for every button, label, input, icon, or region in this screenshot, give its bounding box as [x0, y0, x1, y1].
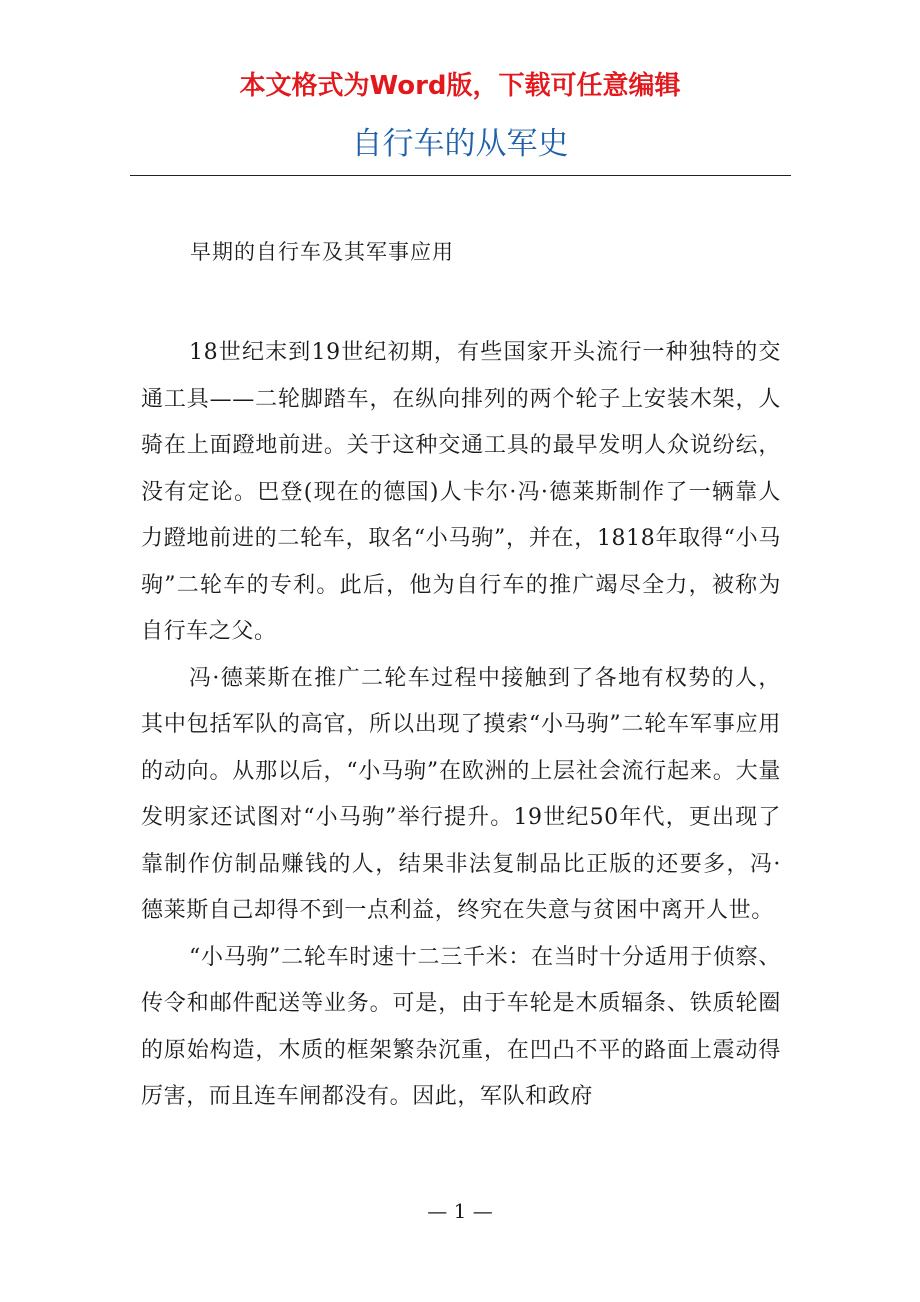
page-number: — 1 —	[427, 1199, 493, 1223]
paragraph-3: “小马驹”二轮车时速十二三千米：在当时十分适用于侦察、传令和邮件配送等业务。可是，由于车轮是木质辐条、铁质轮圈的原始构造，木质的框架繁杂沉重，在凹凸不平的路面上震动得厉害，而且连车闸都没有。因此，军队和政府	[141, 944, 781, 1109]
section-heading: 早期的自行车及其军事应用	[190, 240, 454, 264]
download-banner: 本文格式为Word版，下载可任意编辑	[239, 71, 681, 101]
document-title: 自行车的从军史	[351, 126, 569, 162]
document-body	[141, 330, 781, 1121]
paragraph-1: 18世纪末到19世纪初期，有些国家开头流行一种独特的交通工具——二轮脚踏车，在纵向排列的两个轮子上安装木架，人骑在上面蹬地前进。关于这种交通工具的最早发明人众说纷纭，没有定论。巴登(现在的德国)人卡尔·冯·德莱斯制作了一辆靠人力蹬地前进的二轮车，取名“小马驹”，并在，1818年取得“小马驹”二轮车的专利。此后，他为自行车的推广竭尽全力，被称为自行车之父。	[141, 340, 781, 644]
paragraph-2: 冯·德莱斯在推广二轮车过程中接触到了各地有权势的人，其中包括军队的高官，所以出现了摸索“小马驹”二轮车军事应用的动向。从那以后，“小马驹”在欧洲的上层社会流行起来。大量发明家还试图对“小马驹”举行提升。19世纪50年代，更出现了靠制作仿制品赚钱的人，结果非法复制品比正版的还要多，冯·德莱斯自己却得不到一点利益，终究在失意与贫困中离开人世。	[141, 665, 781, 923]
title-divider	[130, 175, 791, 176]
